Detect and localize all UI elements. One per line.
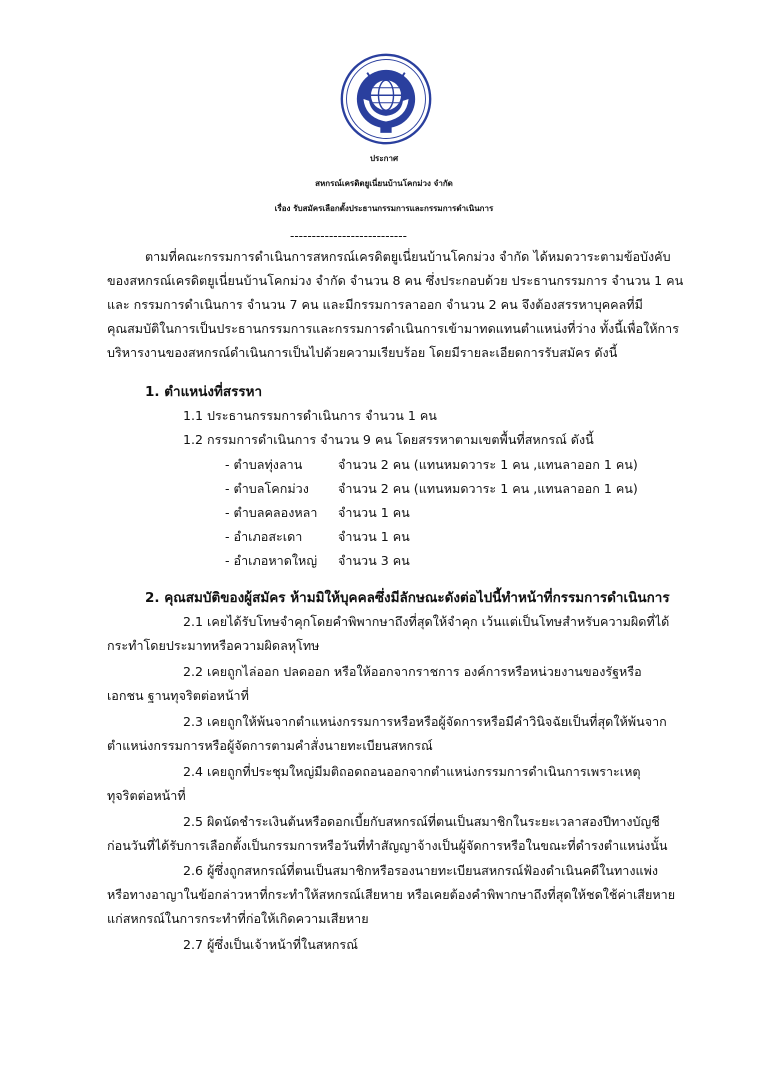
area-count: จำนวน 2 คน (แทนหมดวาระ 1 คน ,แทนลาออก 1 คน)	[338, 457, 638, 472]
paragraph-line: และ กรรมการดำเนินการ จำนวน 7 คน และมีกรรมการลาออก จำนวน 2 คน จึงต้องสรรหาบุคคลที่มี	[107, 297, 643, 312]
paragraph-line: ของสหกรณ์เครดิตยูเนี่ยนบ้านโคกม่วง จำกัด จำนวน 8 คน ซึ่งประกอบด้วย ประธานกรรมการ จำนวน 1 คน	[107, 273, 684, 288]
qualification-item: หรือทางอาญาในข้อกล่าวหาที่กระทำให้สหกรณ์เสียหาย หรือเคยต้องคำพิพากษาถึงที่สุดให้ชดใช้ค่าเสียหาย	[107, 887, 676, 902]
area-count: จำนวน 1 คน	[338, 529, 410, 544]
qualification-item: 2.7 ผู้ซึ่งเป็นเจ้าหน้าที่ในสหกรณ์	[183, 937, 358, 952]
qualification-item: 2.4 เคยถูกที่ประชุมใหญ่มีมติถอดถอนออกจากตำแหน่งกรรมการดำเนินการเพราะเหตุ	[183, 764, 641, 779]
announcement-subject: เรื่อง รับสมัครเลือกตั้งประธานกรรมการและกรรมการดำเนินการ	[274, 204, 494, 213]
cooperative-seal-icon	[339, 52, 433, 146]
qualification-item: ทุจริตต่อหน้าที่	[107, 788, 186, 803]
paragraph-line: คุณสมบัติในการเป็นประธานกรรมการและกรรมการดำเนินการเข้ามาทดแทนตำแหน่งที่ว่าง ทั้งนี้เพื่อให้การ	[107, 321, 679, 336]
position-committee: 1.2 กรรมการดำเนินการ จำนวน 9 คน โดยสรรหาตามเขตพื้นที่สหกรณ์ ดังนี้	[183, 432, 594, 447]
area-count: จำนวน 3 คน	[338, 553, 410, 568]
qualification-item: 2.6 ผู้ซึ่งถูกสหกรณ์ที่ตนเป็นสมาชิกหรือรองนายทะเบียนสหกรณ์ฟ้องดำเนินคดีในทางแพ่ง	[183, 863, 659, 878]
qualification-item: เอกชน ฐานทุจริตต่อหน้าที่	[107, 688, 249, 703]
area-name: - ตำบลโคกม่วง	[225, 481, 309, 496]
qualification-item: ตำแหน่งกรรมการหรือผู้จัดการตามคำสั่งนายทะเบียนสหกรณ์	[107, 738, 433, 753]
paragraph-line: บริหารงานของสหกรณ์ดำเนินการเป็นไปด้วยความเรียบร้อย โดยมีรายละเอียดการรับสมัคร ดังนี้	[107, 345, 618, 360]
paragraph-line: ตามที่คณะกรรมการดำเนินการสหกรณ์เครดิตยูเนี่ยนบ้านโคกม่วง จำกัด ได้หมดวาระตามข้อบังคับ	[145, 249, 671, 264]
qualification-item: 2.2 เคยถูกไล่ออก ปลดออก หรือให้ออกจากราชการ องค์การหรือหน่วยงานของรัฐหรือ	[183, 664, 642, 679]
area-name: - ตำบลคลองหลา	[225, 505, 318, 520]
area-count: จำนวน 2 คน (แทนหมดวาระ 1 คน ,แทนลาออก 1 คน)	[338, 481, 638, 496]
qualification-item: กระทำโดยประมาทหรือความผิดลหุโทษ	[107, 638, 320, 653]
qualification-item: 2.1 เคยได้รับโทษจำคุกโดยคำพิพากษาถึงที่สุดให้จำคุก เว้นแต่เป็นโทษสำหรับความผิดที่ได้	[183, 614, 670, 629]
area-name: - ตำบลทุ่งลาน	[225, 457, 303, 472]
qualification-item: ก่อนวันที่ได้รับการเลือกตั้งเป็นกรรมการหรือวันที่ทำสัญญาจ้างเป็นผู้จัดการหรือในขณะที่ดำรงตำแหน่งนั้น	[107, 838, 668, 853]
position-chairman: 1.1 ประธานกรรมการดำเนินการ จำนวน 1 คน	[183, 408, 437, 423]
announcement-title: ประกาศ	[369, 154, 399, 163]
area-count: จำนวน 1 คน	[338, 505, 410, 520]
area-name: - อำเภอหาดใหญ่	[225, 553, 318, 568]
section-heading: 2. คุณสมบัติของผู้สมัคร ห้ามมิให้บุคคลซึ่งมีลักษณะดังต่อไปนี้ทำหน้าที่กรรมการดำเนินการ	[145, 590, 670, 606]
section-heading: 1. ตำแหน่งที่สรรหา	[145, 384, 263, 400]
qualification-item: 2.3 เคยถูกให้พ้นจากตำแหน่งกรรมการหรือหรือผู้จัดการหรือมีคำวินิจฉัยเป็นที่สุดให้พ้นจาก	[183, 714, 667, 729]
qualification-item: 2.5 ผิดนัดชำระเงินต้นหรือดอกเบี้ยกับสหกรณ์ที่ตนเป็นสมาชิกในระยะเวลาสองปีทางบัญชี	[183, 814, 660, 829]
qualification-item: แก่สหกรณ์ในการกระทำที่ก่อให้เกิดความเสียหาย	[107, 911, 369, 926]
area-name: - อำเภอสะเดา	[225, 529, 303, 544]
title-divider: ---------------------------	[290, 229, 407, 243]
organization-name: สหกรณ์เครดิตยูเนี่ยนบ้านโคกม่วง จำกัด	[315, 179, 453, 188]
